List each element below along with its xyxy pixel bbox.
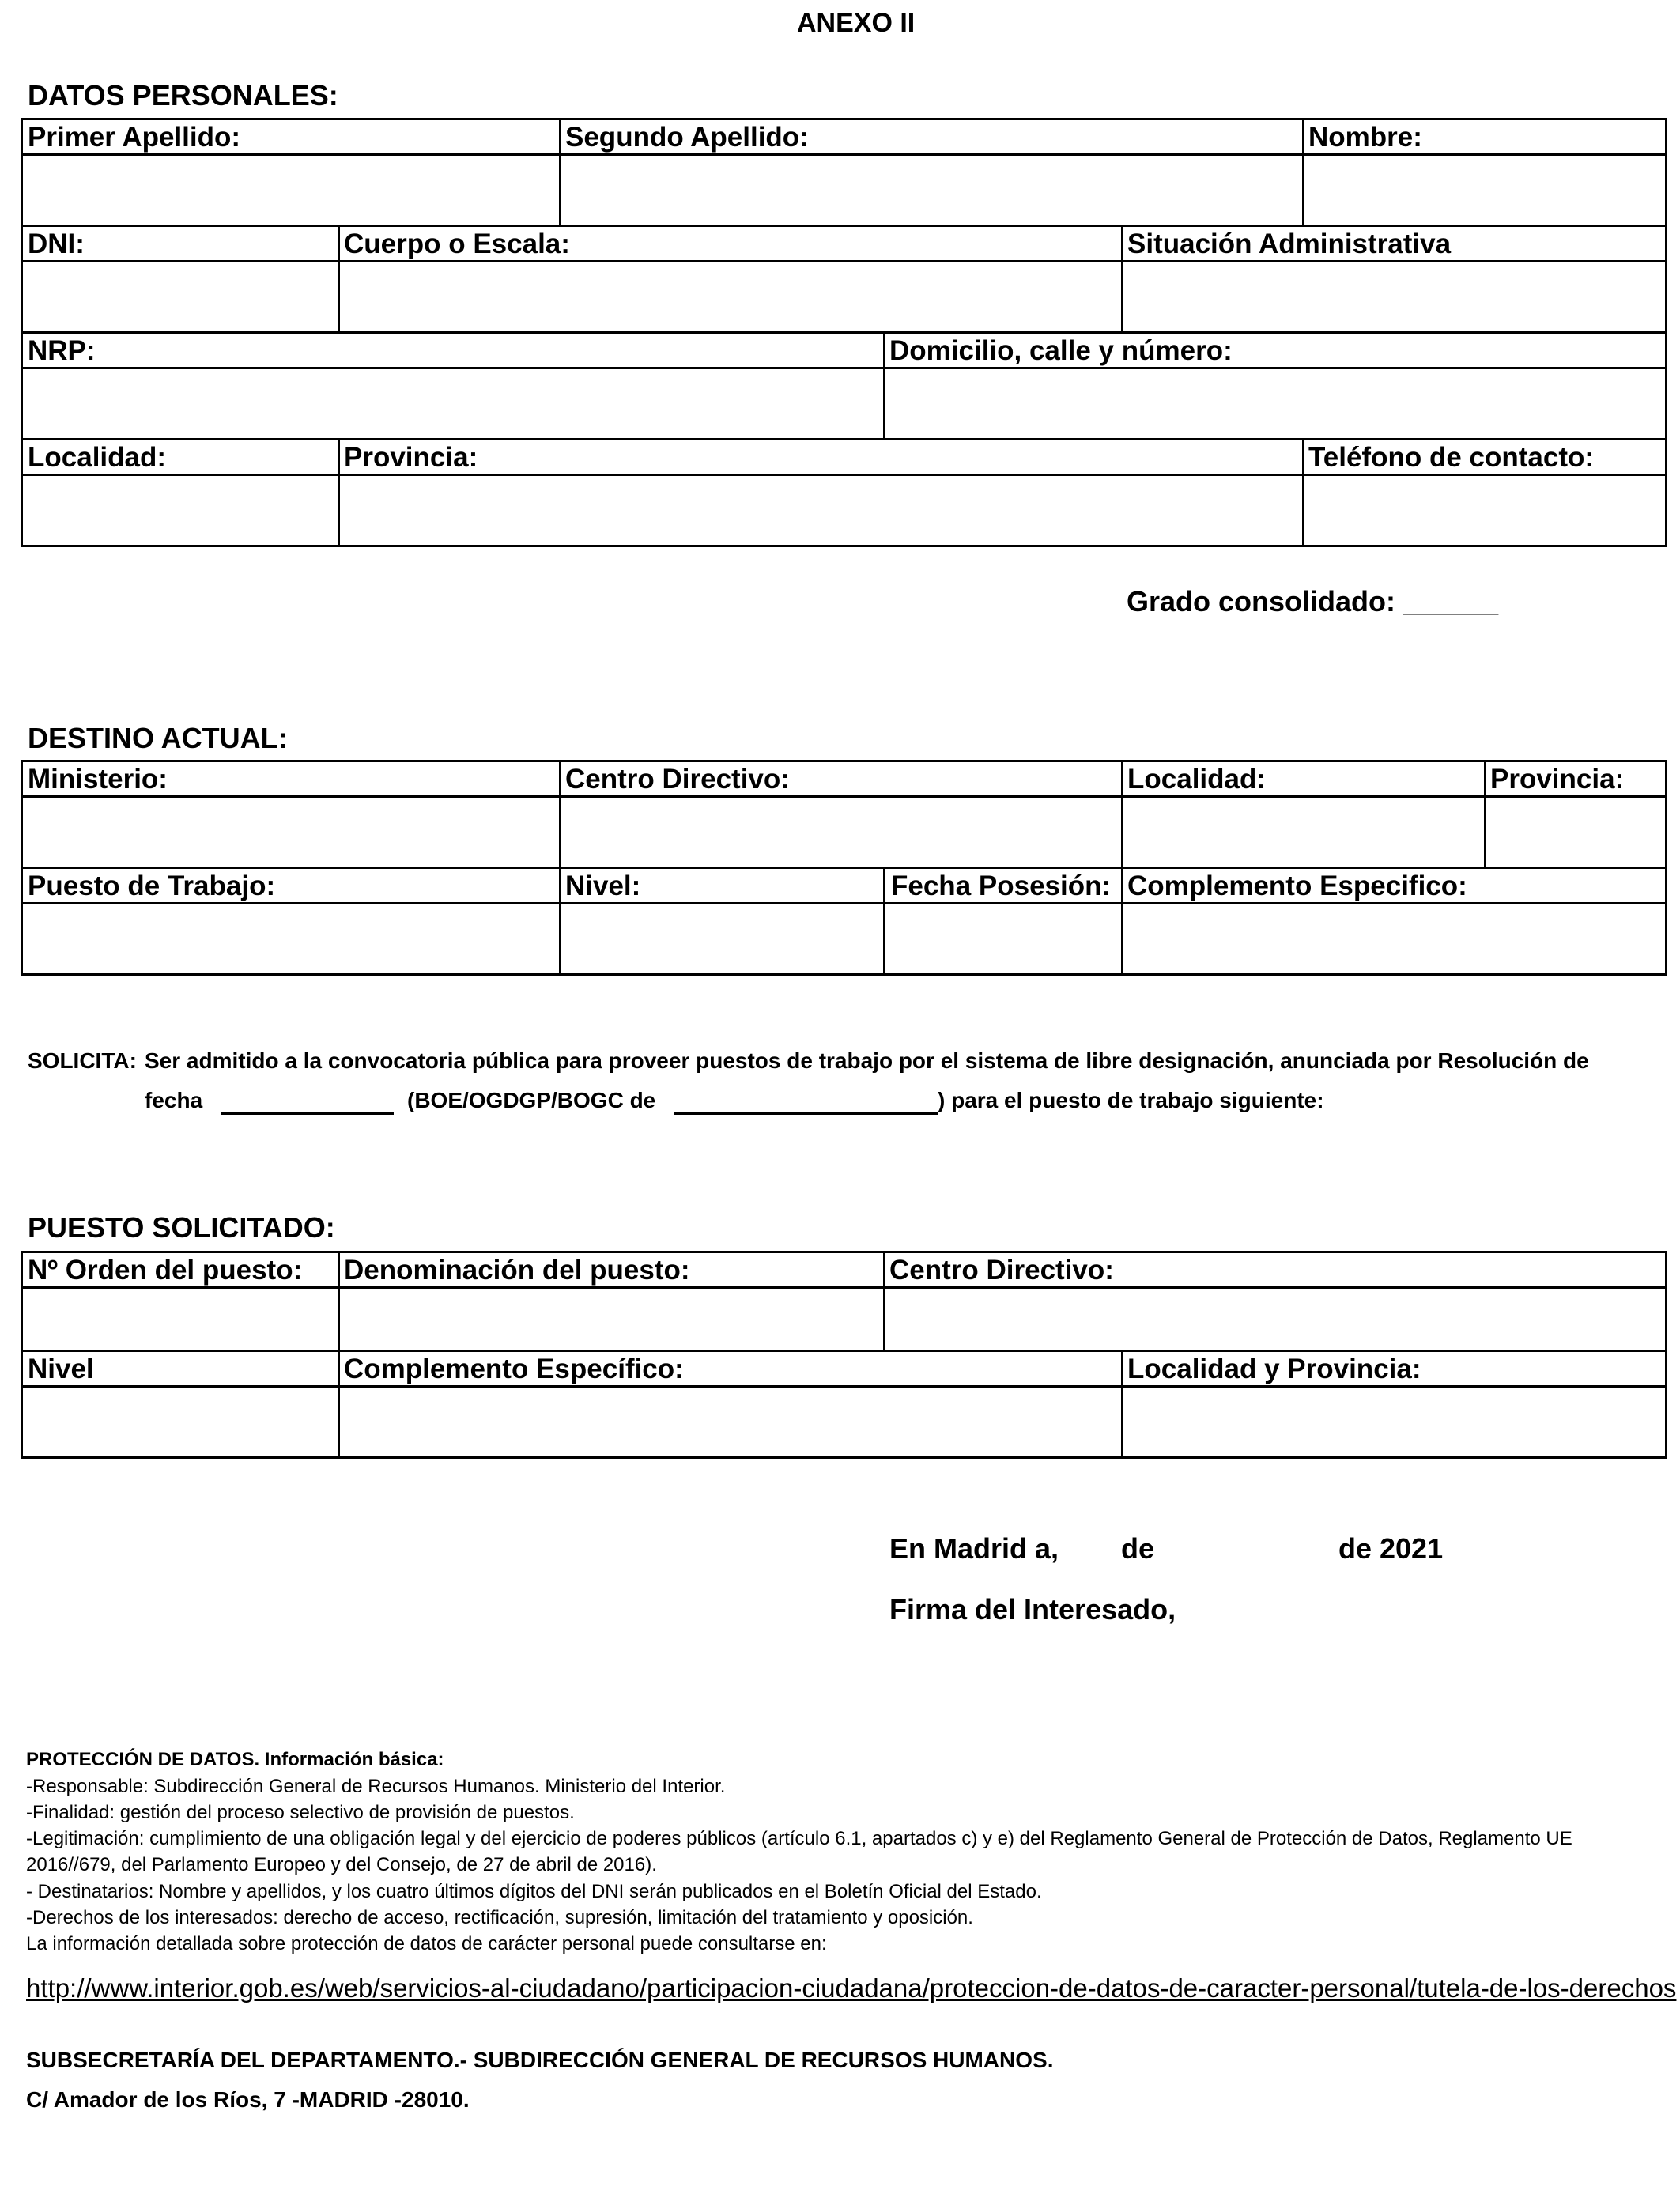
lugar-fecha-de: de [1121, 1532, 1155, 1565]
label-nivel: Nivel: [565, 870, 641, 901]
proteccion-heading: PROTECCIÓN DE DATOS. Información básica: [26, 1749, 444, 1770]
label-denominacion-puesto: Denominación del puesto: [344, 1255, 690, 1286]
field-nivel[interactable] [561, 904, 883, 973]
solicita-fecha-label: fecha [145, 1088, 203, 1112]
proteccion-line: -Derechos de los interesados: derecho de acceso, rectificación, supresión, limitación del tratamiento y oposición. [26, 1907, 973, 1928]
section-heading-puesto-solicitado: PUESTO SOLICITADO: [28, 1211, 335, 1244]
label-puesto-trabajo: Puesto de Trabajo: [28, 870, 276, 901]
field-telefono[interactable] [1304, 476, 1665, 545]
field-fecha-posesion[interactable] [885, 904, 1121, 973]
section-heading-datos-personales: DATOS PERSONALES: [28, 79, 338, 111]
label-primer-apellido: Primer Apellido: [28, 122, 241, 153]
label-telefono: Teléfono de contacto: [1308, 442, 1595, 473]
field-localidad-provincia[interactable] [1123, 1388, 1665, 1456]
label-nrp: NRP: [28, 335, 96, 366]
field-dni[interactable] [23, 262, 338, 331]
field-denominacion-puesto[interactable] [340, 1289, 883, 1350]
field-localidad[interactable] [23, 476, 338, 545]
page-title: ANEXO II [797, 8, 916, 38]
proteccion-line: -Legitimación: cumplimiento de una obligación legal y del ejercicio de poderes públicos (artículo 6.1, apartados c) y e) del Reglamento General de Protección de Datos, Reglamento UE [26, 1828, 1572, 1849]
label-provincia-destino: Provincia: [1490, 764, 1625, 795]
solicita-tail: ) para el puesto de trabajo siguiente: [938, 1088, 1324, 1112]
label-complemento-especifico: Complemento Especifico: [1127, 870, 1467, 901]
proteccion-line: -Finalidad: gestión del proceso selectivo de provisión de puestos. [26, 1802, 575, 1823]
field-localidad-destino[interactable] [1123, 798, 1484, 867]
field-segundo-apellido[interactable] [561, 156, 1302, 225]
field-puesto-trabajo[interactable] [23, 904, 559, 973]
proteccion-url-link[interactable]: http://www.interior.gob.es/web/servicios-al-ciudadano/participacion-ciudadana/proteccion-de-datos-de-caracter-personal/tutela-de-los-derechos [26, 1973, 1677, 2003]
field-nivel-solicitado[interactable] [23, 1388, 338, 1456]
label-localidad: Localidad: [28, 442, 167, 473]
solicita-boe-label: (BOE/OGDGP/BOGC de [407, 1088, 656, 1112]
solicita-lead: SOLICITA: [28, 1048, 137, 1073]
field-nrp[interactable] [23, 369, 883, 438]
grado-consolidado[interactable]: Grado consolidado: ______ [1127, 585, 1499, 617]
label-centro-directivo-solicitado: Centro Directivo: [889, 1255, 1114, 1286]
label-centro-directivo: Centro Directivo: [565, 764, 790, 795]
field-nombre[interactable] [1304, 156, 1665, 225]
field-complemento-especifico[interactable] [1123, 904, 1665, 973]
label-domicilio: Domicilio, calle y número: [889, 335, 1233, 366]
field-domicilio[interactable] [885, 369, 1665, 438]
label-dni: DNI: [28, 228, 85, 259]
solicita-fecha-blank[interactable] [221, 1089, 394, 1115]
solicita-boe-blank[interactable] [674, 1089, 938, 1115]
proteccion-line: -Responsable: Subdirección General de Recursos Humanos. Ministerio del Interior. [26, 1776, 726, 1797]
lugar-fecha-madrid: En Madrid a, [889, 1532, 1059, 1565]
label-localidad-destino: Localidad: [1127, 764, 1267, 795]
label-localidad-provincia: Localidad y Provincia: [1127, 1354, 1421, 1384]
field-ministerio[interactable] [23, 798, 559, 867]
field-complemento-solicitado[interactable] [340, 1388, 1121, 1456]
footer-subsecretaria: SUBSECRETARÍA DEL DEPARTAMENTO.- SUBDIRECCIÓN GENERAL DE RECURSOS HUMANOS. [26, 2048, 1054, 2072]
label-orden-puesto: Nº Orden del puesto: [28, 1255, 303, 1286]
label-fecha-posesion: Fecha Posesión: [891, 870, 1112, 901]
lugar-fecha-year: de 2021 [1338, 1532, 1444, 1565]
label-situacion-administrativa: Situación Administrativa [1127, 228, 1452, 259]
label-cuerpo-escala: Cuerpo o Escala: [344, 228, 570, 259]
label-segundo-apellido: Segundo Apellido: [565, 122, 809, 153]
solicita-line1: Ser admitido a la convocatoria pública para proveer puestos de trabajo por el sistema de libre designación, anunciada por Resolución de [145, 1048, 1589, 1073]
field-situacion-administrativa[interactable] [1123, 262, 1665, 331]
field-provincia-destino[interactable] [1486, 798, 1665, 867]
section-heading-destino-actual: DESTINO ACTUAL: [28, 722, 288, 754]
proteccion-line: 2016//679, del Parlamento Europeo y del Consejo, de 27 de abril de 2016). [26, 1854, 657, 1875]
field-centro-directivo[interactable] [561, 798, 1121, 867]
field-provincia[interactable] [340, 476, 1302, 545]
field-primer-apellido[interactable] [23, 156, 559, 225]
label-nombre: Nombre: [1308, 122, 1422, 153]
proteccion-line: - Destinatarios: Nombre y apellidos, y los cuatro últimos dígitos del DNI serán publicados en el Boletín Oficial del Estado. [26, 1881, 1042, 1902]
label-complemento-solicitado: Complemento Específico: [344, 1354, 684, 1384]
label-nivel-solicitado: Nivel [28, 1354, 94, 1384]
firma-interesado: Firma del Interesado, [889, 1593, 1176, 1626]
footer-address: C/ Amador de los Ríos, 7 -MADRID -28010. [26, 2087, 470, 2112]
proteccion-line: La información detallada sobre protección de datos de carácter personal puede consultarse en: [26, 1933, 827, 1954]
field-cuerpo-escala[interactable] [340, 262, 1121, 331]
field-orden-puesto[interactable] [23, 1289, 338, 1350]
label-ministerio: Ministerio: [28, 764, 168, 795]
label-provincia: Provincia: [344, 442, 478, 473]
field-centro-directivo-solicitado[interactable] [885, 1289, 1665, 1350]
